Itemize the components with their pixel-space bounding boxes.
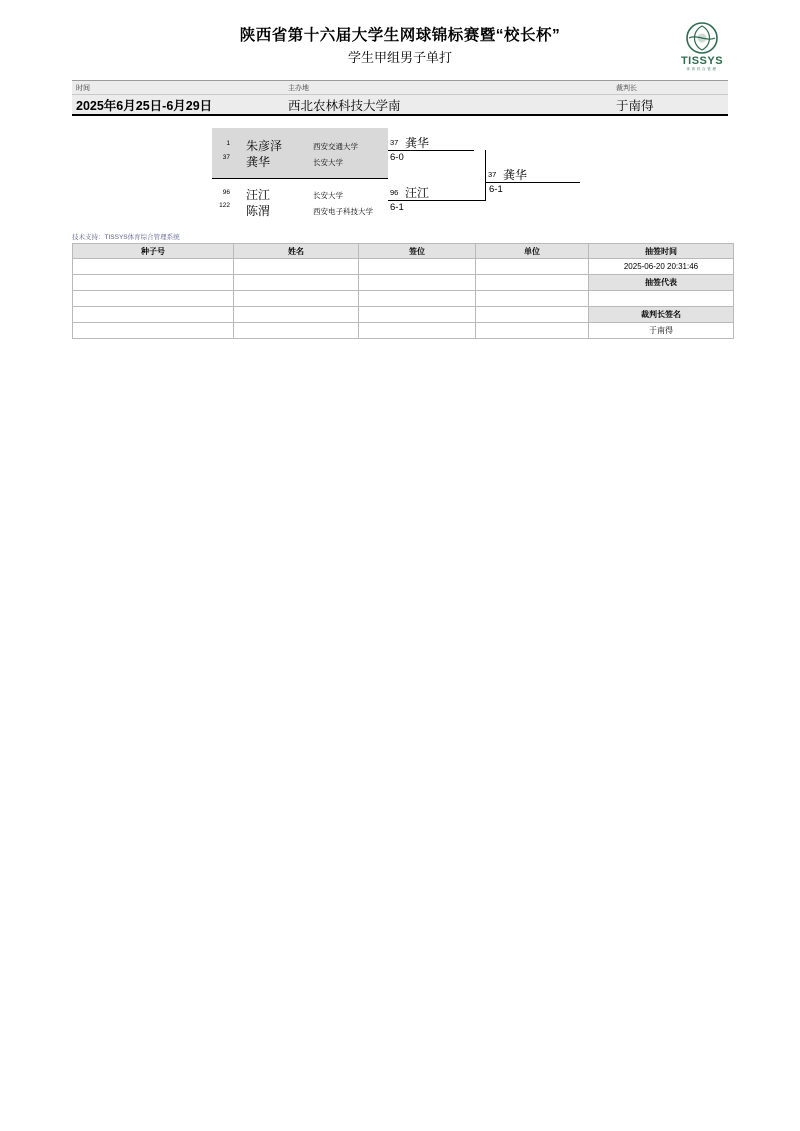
table-header-row [73,244,734,259]
table-row [73,275,734,291]
cell-name-5 [234,323,359,339]
value-referee: 于南得 [616,98,654,113]
cell-position-3 [359,291,476,307]
cell-unit-5 [476,323,589,339]
r1-p2-name-bottom: 陈渭 [246,204,271,218]
r1-p1-name-top: 朱彦泽 [246,139,283,153]
r1-p2-club-bottom: 西安电子科技大学 [313,207,373,216]
cell-seed-no-4 [73,307,234,323]
cell-name-4 [234,307,359,323]
cell-seed-no-5 [73,323,234,339]
cell-draw-time-value: 2025-06-20 20:31:46 [589,259,734,275]
r1-p1-club-top: 西安交通大学 [313,142,358,151]
r1-p2-club-top: 长安大学 [313,191,343,200]
table-row [73,259,734,275]
cell-unit-1 [476,259,589,275]
value-venue: 西北农林科技大学南 [288,98,401,113]
r1-p1-name-bottom: 龚华 [246,155,271,169]
cell-position-5 [359,323,476,339]
r2-m1-score: 6-0 [390,152,404,163]
cell-unit-2 [476,275,589,291]
event-info-bar [72,80,728,116]
logo-wordmark: TISSYS [680,55,724,67]
table-row [73,291,734,307]
r2-m1-line [388,150,474,151]
th-position: 签位 [359,244,476,259]
tournament-bracket [0,128,800,233]
cell-name-1 [234,259,359,275]
r2-m2-line [388,200,486,201]
logo-mark-icon [679,22,725,56]
page-subtitle: 学生甲组男子单打 [347,50,452,65]
r1-p2-name-top: 汪江 [246,188,271,202]
cell-name-2 [234,275,359,291]
th-unit: 单位 [476,244,589,259]
cell-seed-no-2 [73,275,234,291]
cell-referee-sign-value: 于南得 [589,323,734,339]
r1-p1-seed-bottom: 37 [222,154,230,161]
cell-position-2 [359,275,476,291]
cell-name-3 [234,291,359,307]
cell-position-1 [359,259,476,275]
label-venue: 主办地 [288,84,309,92]
th-draw-time: 抽签时间 [589,244,734,259]
cell-seed-no-1 [73,259,234,275]
cell-position-4 [359,307,476,323]
cell-draw-rep-value [589,291,734,307]
r1-divider-line [212,178,388,179]
r2-m1-name: 龚华 [405,136,430,150]
cell-seed-no-3 [73,291,234,307]
r1-p2-seed-bottom: 122 [219,202,230,209]
r2-m1-num: 37 [390,138,399,147]
table-row [73,307,734,323]
r3-m1-line [485,182,580,183]
r1-p1-club-bottom: 长安大学 [313,158,343,167]
event-info-labels [72,81,728,95]
r3-m1-score: 6-1 [489,184,503,195]
tech-support-note: 技术支持：TISSYS体育综合管理系统 [72,234,180,241]
r1-p1-seed-top: 1 [226,140,230,147]
label-time: 时间 [76,84,90,92]
r1-p2-seed-top: 96 [222,189,230,196]
r2-m2-score: 6-1 [390,202,404,213]
seed-info-table [72,243,734,339]
th-name: 姓名 [234,244,359,259]
th-seed-no: 种子号 [73,244,234,259]
value-time: 2025年6月25日-6月29日 [76,98,213,113]
cell-unit-4 [476,307,589,323]
label-referee: 裁判长 [616,84,637,92]
logo-subtext: 体育综合管理 [686,67,718,71]
page-title: 陕西省第十六届大学生网球锦标赛暨“校长杯” [239,27,561,44]
r2-m2-name: 汪江 [405,186,430,200]
cell-unit-3 [476,291,589,307]
r3-m1-num: 37 [488,170,497,179]
r3-m1-name: 龚华 [503,168,528,182]
cell-referee-sign-label: 裁判长签名 [589,307,734,323]
cell-draw-rep-label: 抽签代表 [589,275,734,291]
tissys-logo [672,22,732,74]
event-info-values [72,95,728,114]
table-row [73,323,734,339]
r2-m2-num: 96 [390,188,399,197]
bracket-shade-block [212,128,388,178]
bracket-connector [485,150,486,201]
